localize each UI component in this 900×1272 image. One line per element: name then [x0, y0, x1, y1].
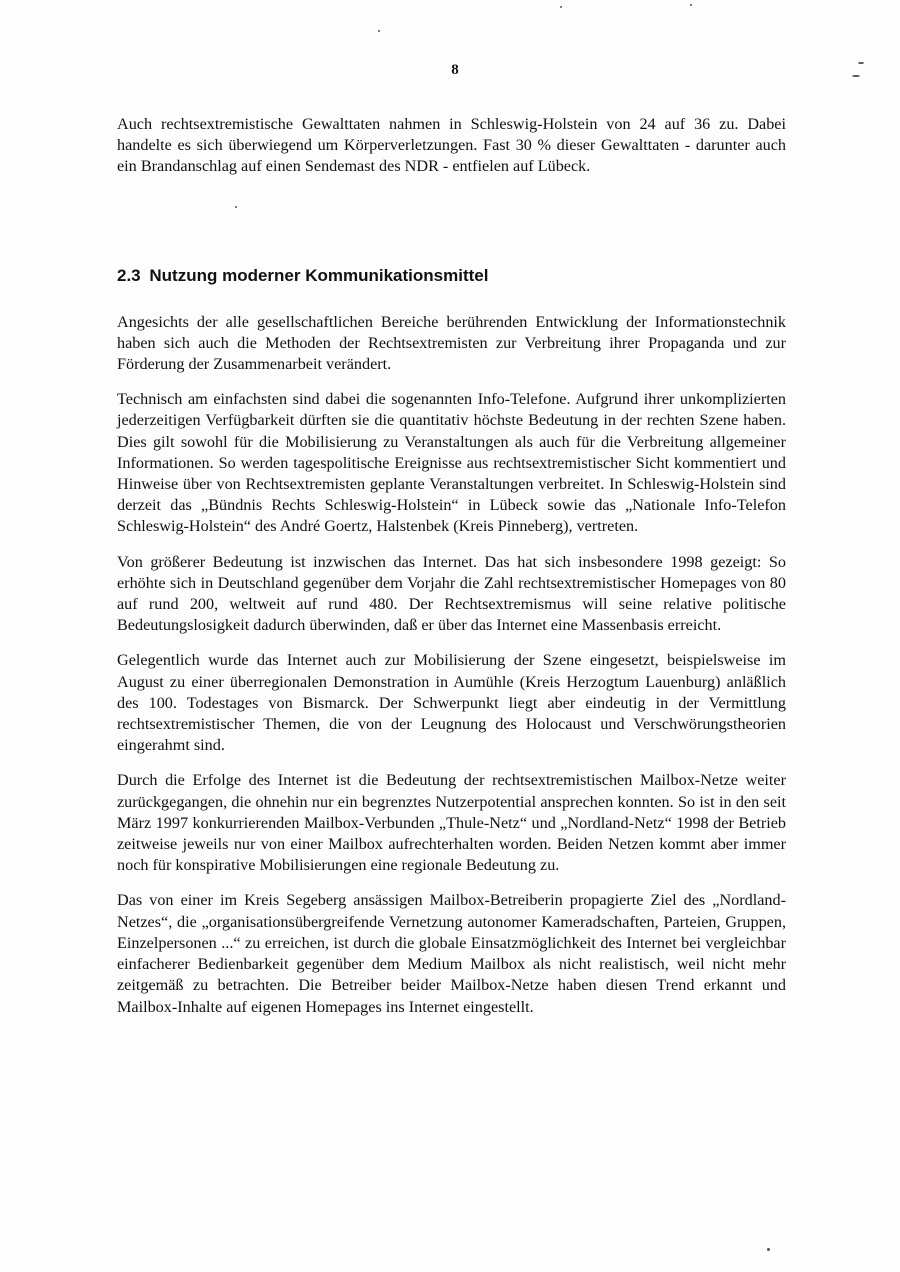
section-title: Nutzung moderner Kommunikationsmittel — [149, 265, 489, 285]
body-paragraph: Von größerer Bedeutung ist inzwischen das Internet. Das hat sich insbesondere 1998 gezeigt: So erhöhte sich in Deutschland gegenüber dem Vorjahr die Zahl rechtsextremistischer Homepages von 80 auf rund 200, weltweit auf rund 480. Der Rechtsextremismus will seine relative politische Bedeutungslosigkeit dadurch überwinden, daß er über das Internet eine Massenbasis erreicht. — [117, 552, 786, 635]
document-body — [117, 114, 786, 1032]
section-heading — [117, 265, 786, 287]
scan-speck — [560, 6, 562, 8]
scan-speck — [767, 1248, 770, 1251]
body-paragraph: Gelegentlich wurde das Internet auch zur Mobilisierung der Szene eingesetzt, beispielsweise im August zu einer überregionalen Demonstration in Aumühle (Kreis Herzogtum Lauenburg) anläßlich des 100. Todestages von Bismarck. Der Schwerpunkt liegt aber eindeutig in der Vermittlung rechtsextremistischer Themen, die von der Leugnung des Holocaust und Verschwörungstheorien eingerahmt sind. — [117, 651, 786, 755]
body-paragraph: Technisch am einfachsten sind dabei die sogenannten Info-Telefone. Aufgrund ihrer unkomplizierten jederzeitigen Verfügbarkeit dürften sie die quantitativ höchste Bedeutung in der rechten Szene haben. Dies gilt sowohl für die Mobilisierung zu Veranstaltungen als auch für die Verbreitung allgemeiner Informationen. So werden tagespolitische Ereignisse aus rechtsextremistischer Sicht kommentiert und Hinweise über von Rechtsextremisten geplante Veranstaltungen verbreitet. In Schleswig-Holstein sind derzeit das „Bündnis Rechts Schleswig-Holstein“ in Lübeck sowie das „Nationale Info-Telefon Schleswig-Holstein“ des André Goertz, Halstenbek (Kreis Pinneberg), vertreten. — [117, 390, 786, 536]
section-number: 2.3 — [117, 265, 141, 285]
body-paragraph: Angesichts der alle gesellschaftlichen Bereiche berührenden Entwicklung der Informationstechnik haben sich auch die Methoden der Rechtsextremisten zur Verbreitung ihrer Propaganda und zur Förderung der Zusammenarbeit verändert. — [117, 312, 786, 374]
scan-speck — [378, 30, 380, 32]
body-paragraph: Durch die Erfolge des Internet ist die Bedeutung der rechtsextremistischen Mailbox-Netze weiter zurückgegangen, die ohnehin nur ein begrenztes Nutzerpotential ansprechen konnten. So ist in den seit März 1997 konkurrierenden Mailbox-Verbunden „Thule-Netz“ und „Nordland-Netz“ 1998 der Betrieb zeitweise jeweils nur von einer Mailbox aufrechterhalten worden. Beiden Netzen kommt aber immer noch für konspirative Mobilisierungen eine regionale Bedeutung zu. — [117, 771, 786, 875]
scan-speck — [690, 4, 692, 6]
intro-paragraph: Auch rechtsextremistische Gewalttaten nahmen in Schleswig-Holstein von 24 auf 36 zu. Dabei handelte es sich überwiegend um Körperverletzungen. Fast 30 % dieser Gewalttaten - darunter auch ein Brandanschlag auf einen Sendemast des NDR - entfielen auf Lübeck. — [117, 115, 786, 176]
page-number: 8 — [451, 62, 459, 78]
body-paragraph: Das von einer im Kreis Segeberg ansässigen Mailbox-Betreiberin propagierte Ziel des „Nordland-Netzes“, die „organisationsübergreifende Vernetzung autonomer Kameradschaften, Parteien, Gruppen, Einzelpersonen ...“ zu erreichen, ist durch die globale Einsatzmöglichkeit des Internet bei vergleichbar einfacherer Bedienbarkeit gegenüber dem Medium Mailbox als nicht realistisch, weil nicht mehr zeitgemäß zu betrachten. Die Betreiber beider Mailbox-Netze haben diesen Trend erkannt und Mailbox-Inhalte auf eigenen Homepages ins Internet eingestellt. — [117, 891, 786, 1016]
